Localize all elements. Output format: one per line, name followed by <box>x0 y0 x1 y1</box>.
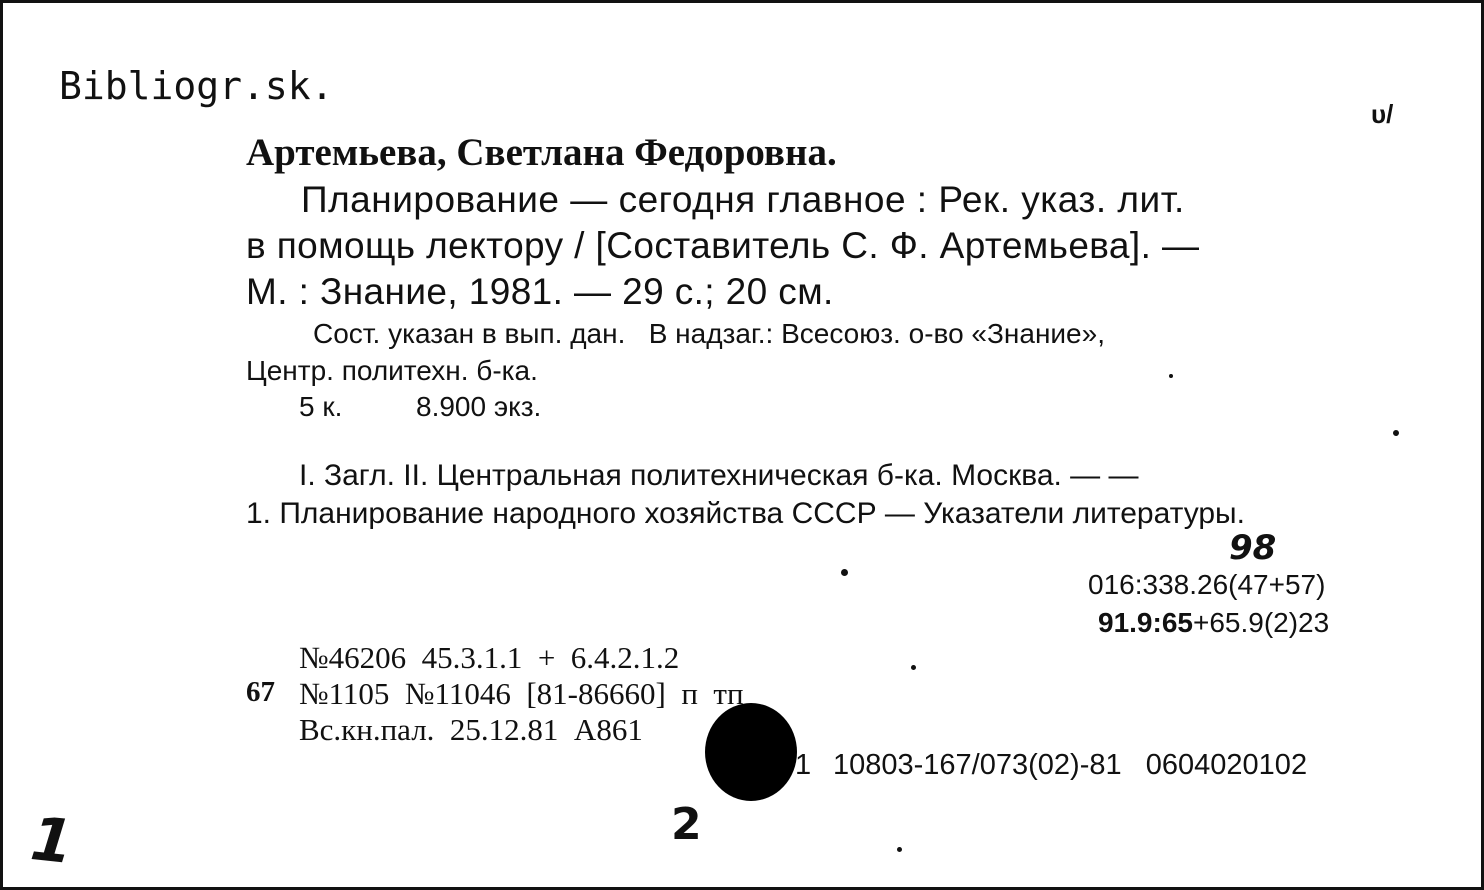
registration-line-3: Вс.кн.пал. 25.12.81 А861 <box>299 712 643 747</box>
speck <box>911 665 916 670</box>
title-line-1: Планирование — сегодня главное : Рек. указ. лит. <box>301 179 1185 220</box>
handwritten-mark-left: 1 <box>27 804 77 878</box>
author-heading: Артемьева, Светлана Федоровна. <box>246 131 837 174</box>
speck <box>897 847 902 852</box>
bbk-index <box>1098 609 1329 637</box>
tracing-line-1: I. Загл. II. Центральная политехническая б-ка. Москва. — — <box>299 459 1139 492</box>
bibliography-stamp: Bibliogr.sk. <box>59 64 334 108</box>
speck <box>841 569 848 576</box>
notes-line-2: Центр. политехн. б-ка. <box>246 355 538 386</box>
code-line: 10803-167/073(02)-81 0604020102 <box>833 749 1308 781</box>
punch-hole <box>705 703 797 801</box>
class-correction: 98 <box>1229 528 1277 568</box>
registration-line-1: №46206 45.3.1.1 + 6.4.2.1.2 <box>299 640 680 675</box>
title-line-2: в помощь лектору / [Составитель С. Ф. Артемьева]. — <box>246 225 1200 266</box>
speck <box>1169 374 1173 378</box>
notes-line-1: Сост. указан в вып. дан. В надзаг.: Всесоюз. о-во «Знание», <box>313 318 1105 349</box>
bbk-rest-part: +65.9(2)23 <box>1192 607 1330 638</box>
price: 5 к. <box>299 391 343 422</box>
handwritten-mark-bottom: 2 <box>671 799 702 850</box>
title-line-3: М. : Знание, 1981. — 29 с.; 20 см. <box>246 271 834 312</box>
copies: 8.900 экз. <box>416 391 542 422</box>
speck <box>1393 430 1399 436</box>
registration-line-2: №1105 №11046 [81-86660] п тп <box>299 676 744 711</box>
bbk-bold-part: 91.9:65 <box>1098 607 1193 638</box>
corner-mark: υ/ <box>1371 99 1394 129</box>
tracing-line-2: 1. Планирование народного хозяйства СССР — Указатели литературы. <box>246 497 1245 530</box>
udc-index: 016:338.26(47+57) <box>1088 569 1326 600</box>
code-prefix: 1 <box>795 749 812 781</box>
registration-prefix: 67 <box>246 676 275 708</box>
